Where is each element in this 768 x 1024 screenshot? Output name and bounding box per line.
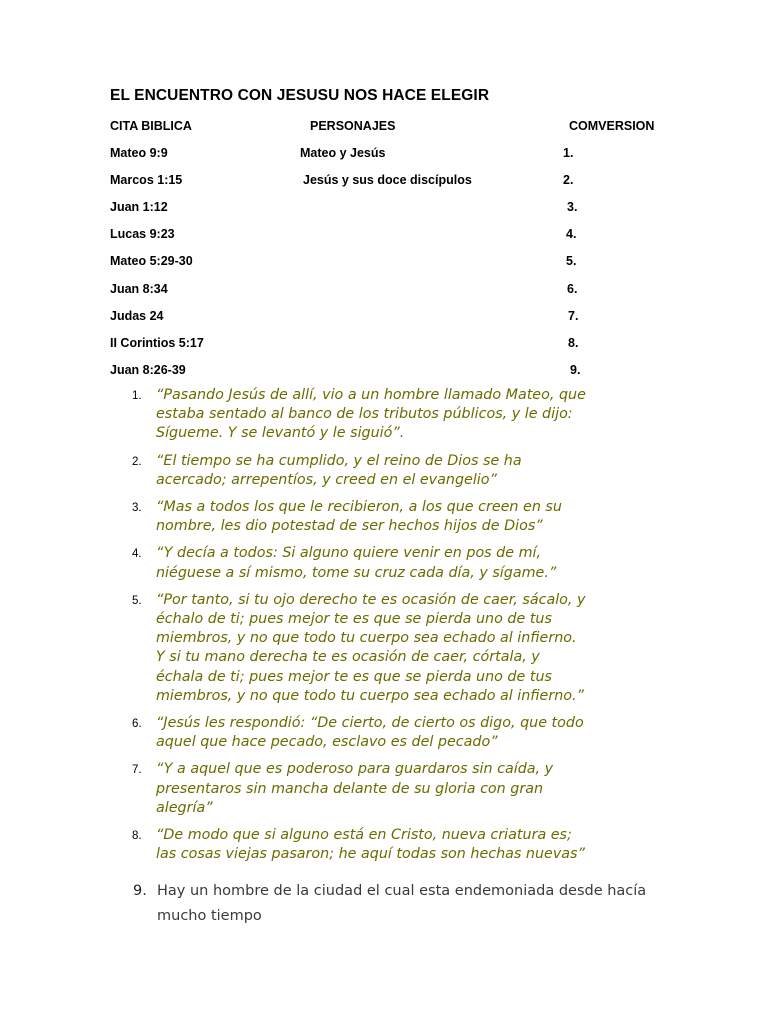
quote-line: “Mas a todos los que le recibieron, a los que creen en su xyxy=(156,499,562,516)
cell-personajes: Jesús y sus doce discípulos xyxy=(303,173,472,187)
cell-cita: II Corintios 5:17 xyxy=(110,336,204,350)
quote-line: “Y decía a todos: Si alguno quiere venir en pos de mí, xyxy=(156,545,542,562)
cell-cita: Mateo 9:9 xyxy=(110,146,168,160)
cell-conversion-number: 2. xyxy=(563,173,574,187)
quote-line: aquel que hace pecado, esclavo es del pecado” xyxy=(156,734,498,751)
quote-line: “Y a aquel que es poderoso para guardaros sin caída, y xyxy=(156,761,554,778)
quote-line: acercado; arrepentíos, y creed en el evangelio” xyxy=(156,471,497,488)
quote-item xyxy=(110,452,670,490)
quote-line: estaba sentado al banco de los tributos públicos, y le dijo: xyxy=(156,406,573,423)
quote-number: 8. xyxy=(132,830,142,843)
quote-line: presentaros sin mancha delante de su gloria con gran xyxy=(156,780,544,797)
cell-cita: Mateo 5:29-30 xyxy=(110,254,193,268)
cell-cita: Juan 8:34 xyxy=(110,282,168,296)
quote-line: miembros, y no que todo tu cuerpo sea echado al infierno.” xyxy=(156,687,584,704)
cell-conversion-number: 4. xyxy=(566,227,577,241)
cell-cita: Juan 8:26-39 xyxy=(110,363,186,377)
quote-line: las cosas viejas pasaron; he aquí todas son hechas nuevas” xyxy=(156,846,585,863)
quote-line: “El tiempo se ha cumplido, y el reino de Dios se ha xyxy=(156,452,522,469)
header-cita-biblica: CITA BIBLICA xyxy=(110,119,192,133)
quote-line: échalo de ti; pues mejor te es que se pierda uno de tus xyxy=(156,611,552,628)
quote-item xyxy=(110,826,670,864)
quote-line: Y si tu mano derecha te es ocasión de caer, córtala, y xyxy=(156,649,540,666)
last-item-line: Hay un hombre de la ciudad el cual esta endemoniada desde hacía xyxy=(157,883,647,899)
last-item xyxy=(133,879,673,929)
cell-conversion-number: 9. xyxy=(570,363,581,377)
quote-number: 2. xyxy=(132,455,142,468)
quote-line: nombre, les dio potestad de ser hechos hijos de Dios” xyxy=(156,518,543,535)
quote-item xyxy=(110,386,670,444)
last-item-line: mucho tiempo xyxy=(157,908,262,924)
last-item-number: 9. xyxy=(133,883,147,899)
quote-line: miembros, y no que todo tu cuerpo sea echado al infierno. xyxy=(156,630,577,647)
cell-conversion-number: 7. xyxy=(568,309,579,323)
cell-conversion-number: 6. xyxy=(567,282,578,296)
quote-line: “Pasando Jesús de allí, vio a un hombre llamado Mateo, que xyxy=(156,387,586,403)
cell-cita: Marcos 1:15 xyxy=(110,173,183,187)
quote-number: 6. xyxy=(132,718,142,731)
cell-conversion-number: 1. xyxy=(563,146,574,160)
header-conversion: COMVERSION xyxy=(569,119,655,133)
quote-number: 7. xyxy=(132,764,142,777)
quote-number: 1. xyxy=(132,390,142,402)
cell-conversion-number: 3. xyxy=(567,200,578,214)
quote-number: 5. xyxy=(132,594,142,607)
quote-item xyxy=(110,544,670,582)
cell-conversion-number: 5. xyxy=(566,254,577,268)
cell-cita: Judas 24 xyxy=(110,309,164,323)
header-personajes: PERSONAJES xyxy=(310,119,396,133)
quote-line: “Jesús les respondió: “De cierto, de cierto os digo, que todo xyxy=(156,715,584,732)
quote-line: alegría” xyxy=(156,799,213,816)
quote-line: niéguese a sí mismo, tome su cruz cada día, y sígame.” xyxy=(156,564,557,581)
quote-item xyxy=(110,760,670,818)
cell-conversion-number: 8. xyxy=(568,336,579,350)
quote-number: 3. xyxy=(132,502,142,515)
quote-list xyxy=(110,386,670,872)
quote-item xyxy=(110,591,670,706)
quote-item xyxy=(110,714,670,752)
document-title: EL ENCUENTRO CON JESUSU NOS HACE ELEGIR xyxy=(110,87,490,104)
quote-line: “Por tanto, si tu ojo derecho te es ocasión de caer, sácalo, y xyxy=(156,591,586,608)
quote-item xyxy=(110,498,670,536)
cell-personajes: Mateo y Jesús xyxy=(300,146,386,160)
quote-line: “De modo que si alguno está en Cristo, nueva criatura es; xyxy=(156,827,572,844)
quote-line: échala de ti; pues mejor te es que se pierda uno de tus xyxy=(156,668,552,685)
cell-cita: Lucas 9:23 xyxy=(110,227,175,241)
cell-cita: Juan 1:12 xyxy=(110,200,168,214)
quote-number: 4. xyxy=(132,548,142,561)
quote-line: Sígueme. Y se levantó y le siguió”. xyxy=(156,425,405,442)
